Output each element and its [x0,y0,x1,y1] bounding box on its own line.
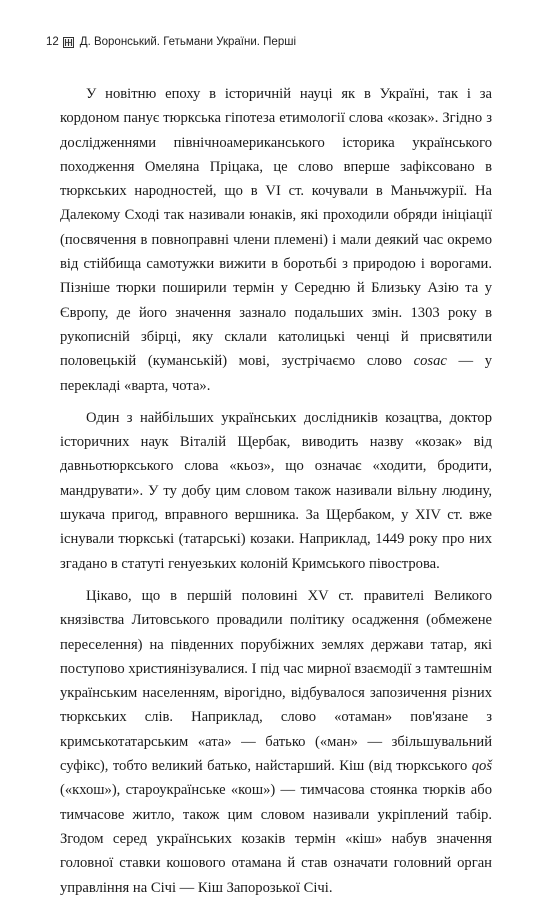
running-title: Д. Воронський. Гетьмани України. Перші [79,36,297,48]
paragraph [60,82,492,398]
publisher-logo-icon [63,37,74,48]
paragraph-text: Один з найбільших українських дослідників козацтва, доктор історичних наук Віталій Щербак, виводить назву «козак» від давньотюркського слова «кьоз», що означає «ходити, бродити, мандрувати». У ту добу цим словом також називали вільну людину, шукача пригод, вправного вершника. За Щербаком, у XIV ст. вже існували тюркські (татарські) козаки. Наприклад, 1449 року про них згадано в статуті генуезьких колоній Кримського півострова. [60,409,492,572]
main-text [60,82,492,908]
paragraph-text: У новітню епоху в історичній науці як в Україні, так і за кордоном панує тюркська гіпотеза етимології слова «козак». Згідно з дослідженнями північноамериканського історика українського походження Омеляна Пріцака, це слово вперше зафіксовано в тюркських народностей, що в VI ст. кочували в Маньчжурії. На Далекому Сході так називали юнаків, які проходили обряди ініціації (посвячення в повноправні члени племені) і мали деякий час окремо від стійбища самотужки вижити в боротьбі з природою і ворогами. Пізніше тюрки поширили термін у Середню й Близьку Азію та у Європу, де його значення зазнало подальших змін. 1303 року в рукописній збірці, яку склали католицькі ченці й присвятили половецькій (куманській) мові, зустрічаємо слово [60,86,492,370]
italic-term: qoš [471,758,492,775]
page-number: 12 [46,36,59,48]
paragraph-text: Цікаво, що в першій половині XV ст. правителі Великого князівства Литовського провадили політику осадження (обмежене переселення) на південних порубіжних землях держави татар, які поступово християнізувалися. І під час мирної взаємодії з тамтешнім українським населенням, вірогідно, відбувалося запозичення різних тюркських слів. Наприклад, слово «отаман» пов'язане з кримськотатарським «ата» — батько («ман» — збільшувальний суфікс), тобто великий батько, найстарший. Кіш (від тюркського [60,587,492,775]
paragraph-text: — у перекладі «варта, чота». [60,353,492,394]
paragraph [60,406,492,576]
paragraph-text: («кхош»), староукраїнське «кош») — тимчасова стоянка тюрків або тимчасове житло, також цим словом називали укріплений табір. Згодом серед українських козаків термін «кіш» набув значення головної ставки кошового отамана й став означати головний орган управління на Січі — Кіш Запорозької Січі. [60,782,492,896]
running-header [46,36,516,48]
italic-term: cosac [413,353,447,370]
paragraph [60,584,492,900]
